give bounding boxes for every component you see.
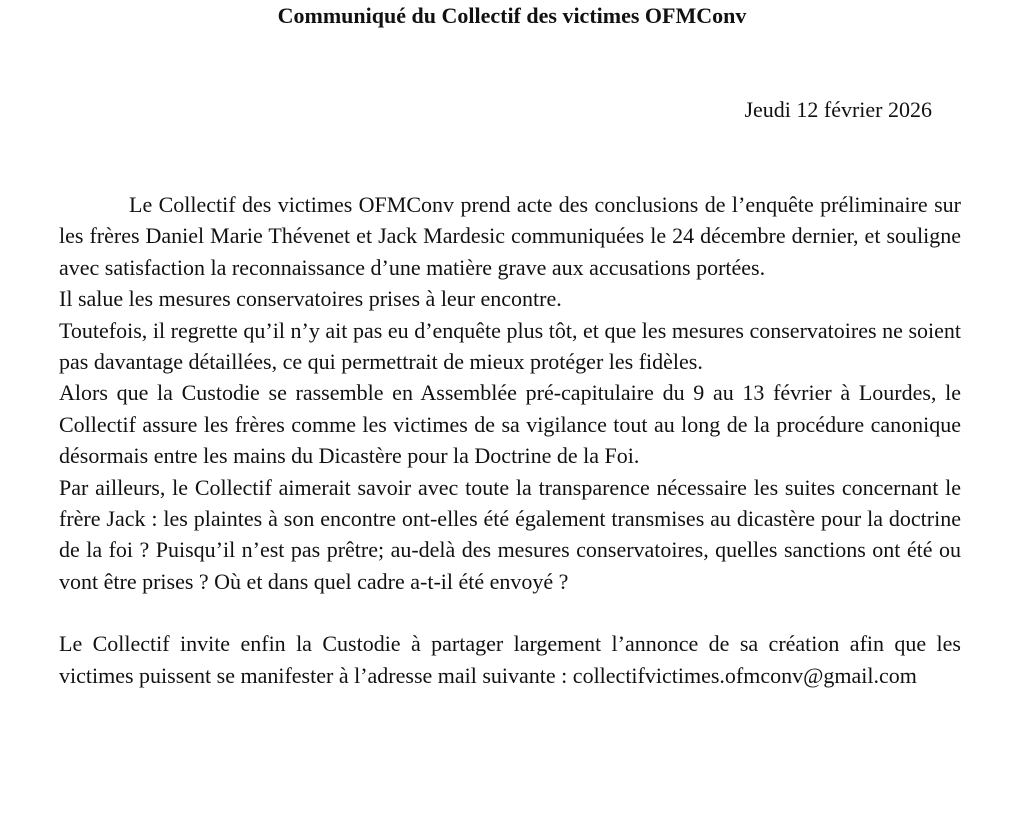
paragraph-questions: Par ailleurs, le Collectif aimerait savoir avec toute la transparence nécessaire les suites concernant le frère Jack : les plaintes à son encontre ont-elles été également transmises au dicastère pour la doctrine de la foi ? Puisqu’il n’est pas prêtre; au-delà des mesures conservatoires, quelles sanctions ont été ou vont être prises ? Où et dans quel cadre a-t-il été envoyé ?	[59, 474, 961, 594]
paragraph-invitation: Le Collectif invite enfin la Custodie à partager largement l’annonce de sa création afin que les victimes puissent se manifester à l’adresse mail suivante : collectifvictimes.ofmconv@gmail.com	[59, 631, 961, 688]
paragraph-assembly: Alors que la Custodie se rassemble en Assemblée pré-capitulaire du 9 au 13 février à Lourdes, le Collectif assure les frères comme les victimes de sa vigilance tout au long de la procédure canonique désormais entre les mains du Dicastère pour la Doctrine de la Foi.	[59, 380, 961, 469]
document-title: Communiqué du Collectif des victimes OFMConv	[277, 3, 747, 28]
paragraph-intro: Le Collectif des victimes OFMConv prend acte des conclusions de l’enquête préliminaire sur les frères Daniel Marie Thévenet et Jack Mardesic communiquées le 24 décembre dernier, et souligne avec satisfaction la reconnaissance d’une matière grave aux accusations portées.	[59, 192, 961, 280]
paragraph-regret: Toutefois, il regrette qu’il n’y ait pas eu d’enquête plus tôt, et que les mesures conservatoires ne soient pas davantage détaillées, ce qui permettrait de mieux protéger les fidèles.	[59, 317, 961, 375]
document-body	[59, 189, 961, 691]
document-date: Jeudi 12 février 2026	[744, 97, 932, 122]
paragraph-spacer	[59, 597, 961, 628]
paragraph-measures: Il salue les mesures conservatoires prises à leur encontre.	[59, 286, 562, 312]
